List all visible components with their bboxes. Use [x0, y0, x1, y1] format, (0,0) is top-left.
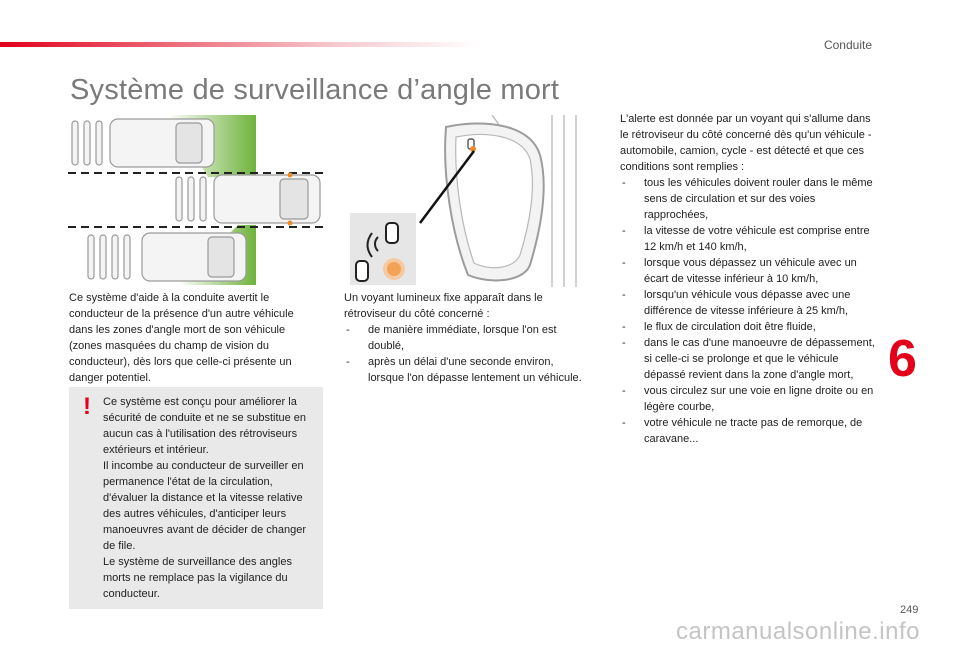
list-item: - votre véhicule ne tracte pas de remorque, de caravane...	[620, 415, 875, 447]
blind-spot-zones-illustration	[68, 115, 326, 285]
list-item: - de manière immédiate, lorsque l'on est doublé,	[344, 322, 584, 354]
alert-intro: L'alerte est donnée par un voyant qui s'allume dans le rétroviseur du côté concerné dès qu'un véhicule - automobile, camion, cycle - est détecté et que ces conditions sont remplies :	[620, 113, 872, 173]
list-item: - le flux de circulation doit être fluide,	[620, 319, 875, 335]
page-title: Système de surveillance d’angle mort	[70, 74, 560, 106]
warning-text-1: Ce système est conçu pour améliorer la sécurité de conduite et ne se substitue en aucun cas à l'utilisation des rétroviseurs extérieurs et intérieur.	[103, 396, 307, 456]
warning-text	[103, 394, 319, 602]
indicator-list	[344, 322, 584, 386]
list-item: - dans le cas d'une manoeuvre de dépassement, si celle-ci se prolonge et que le véhicule dépassé revient dans la zone d'angle mort,	[620, 335, 875, 383]
watermark: carmanualsonline.info	[676, 618, 920, 645]
alert-conditions	[620, 111, 875, 447]
intro-paragraph: Ce système d'aide à la conduite avertit le conducteur de la présence d'un autre véhicule dans les zones d'angle mort de son véhicule (zones masquées du champ de vision du conducteur), dès lors que celle-ci présente un danger potentiel.	[69, 292, 294, 384]
list-item: - vous circulez sur une voie en ligne droite ou en légère courbe,	[620, 383, 875, 415]
page-number: 249	[900, 604, 919, 616]
warning-icon: !	[83, 393, 91, 420]
list-item: - la vitesse de votre véhicule est comprise entre 12 km/h et 140 km/h,	[620, 223, 875, 255]
warning-box	[69, 387, 323, 609]
mirror-indicator-illustration	[342, 115, 590, 287]
conditions-list	[620, 175, 875, 447]
van-lower	[88, 233, 246, 281]
indicator-intro: Un voyant lumineux fixe apparaît dans le rétroviseur du côté concerné :	[344, 292, 543, 320]
warning-text-2: Il incombe au conducteur de surveiller en permanence l'état de la circulation, d'évaluer la distance et la vitesse relative des autres véhicules, d'anticiper leurs manoeuvres avant de décider de changer de file.	[103, 460, 307, 552]
list-item: - lorsque vous dépassez un véhicule avec un écart de vitesse inférieur à 10 km/h,	[620, 255, 875, 287]
list-item: - après un délai d'une seconde environ, lorsque l'on dépasse lentement un véhicule.	[344, 354, 584, 386]
van-upper	[72, 119, 214, 167]
list-item: - lorsqu'un véhicule vous dépasse avec une différence de vitesse inférieure à 25 km/h,	[620, 287, 875, 319]
list-item: - tous les véhicules doivent rouler dans le même sens de circulation et sur des voies rapprochées,	[620, 175, 875, 223]
van-middle	[176, 173, 320, 226]
header-accent-bar	[0, 42, 480, 47]
warning-text-3: Le système de surveillance des angles morts ne remplace pas la vigilance du conducteur.	[103, 556, 292, 600]
section-title: Conduite	[823, 38, 872, 52]
chapter-number: 6	[888, 330, 917, 388]
indicator-description	[344, 290, 584, 386]
